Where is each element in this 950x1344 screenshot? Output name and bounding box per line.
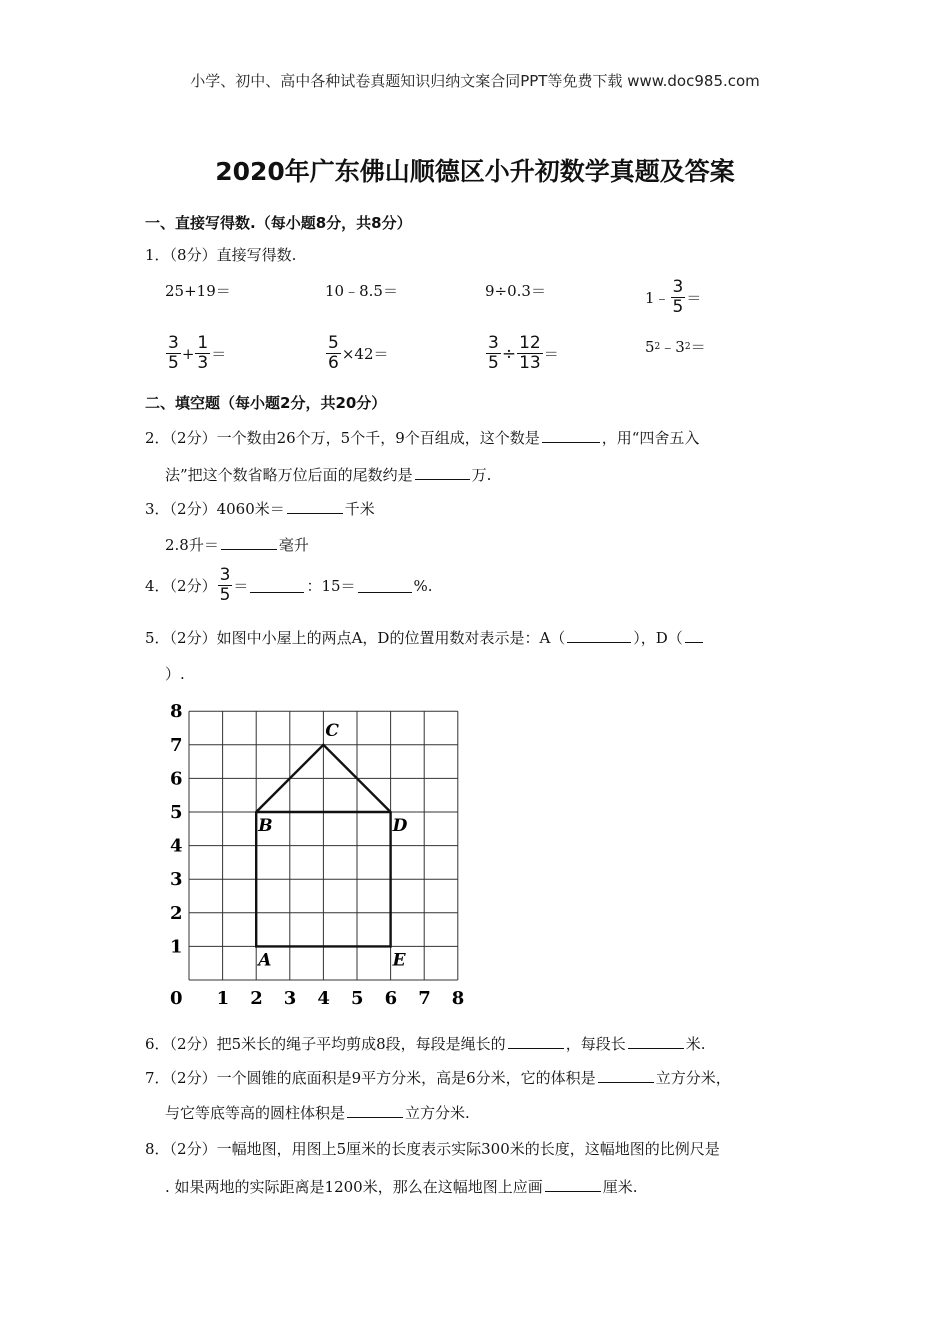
expr-3-text: 9÷0.3＝	[485, 282, 546, 300]
coordinate-grid-figure	[160, 690, 480, 1020]
expr-1-text: 25+19＝	[165, 282, 231, 300]
q2-text-c: 法”把这个数省略万位后面的尾数约是	[165, 466, 413, 484]
answer-blank[interactable]	[508, 1034, 564, 1049]
expr-8-tail: ＝	[690, 338, 706, 356]
x-tick-label: 1	[216, 988, 230, 1009]
question-8-line-1: 8．（2分）一幅地图，用图上5厘米的长度表示实际300米的长度，这幅地图的比例尺是	[145, 1140, 720, 1158]
expr-2-text: 10﹣8.5＝	[325, 282, 398, 300]
answer-blank[interactable]	[287, 499, 343, 514]
fraction-denominator: 5	[219, 585, 231, 605]
fraction-numerator: 3	[488, 333, 499, 353]
watermark-header: 小学、初中、高中各种试卷真题知识归纳文案合同PPT等免费下载 www.doc985.com	[190, 72, 760, 90]
question-3-line-2	[165, 534, 309, 556]
expr-7	[485, 334, 559, 373]
fraction-denominator: 5	[672, 297, 684, 317]
q5-text-a: 5．（2分）如图中小屋上的两点A，D的位置用数对表示是：A（	[145, 629, 566, 647]
y-tick-label: 2	[170, 902, 183, 924]
question-5-line-1	[145, 627, 705, 649]
answer-blank[interactable]	[221, 535, 277, 550]
origin-label: 0	[170, 988, 183, 1009]
q7-text-b: 立方分米，	[655, 1069, 731, 1087]
expr-2	[325, 280, 398, 301]
answer-blank[interactable]	[358, 578, 412, 593]
expr-5-op: +	[181, 344, 195, 363]
q3-text-a: 3．（2分）4060米＝	[145, 500, 285, 518]
expr-5-fraction-b	[195, 334, 210, 373]
fraction-numerator: 3	[672, 277, 684, 297]
fraction-numerator: 5	[328, 333, 339, 353]
fraction-denominator: 5	[488, 353, 499, 373]
axis-labels	[170, 701, 464, 1009]
x-tick-label: 4	[317, 988, 330, 1009]
fraction-denominator: 13	[519, 353, 541, 373]
x-tick-label: 2	[250, 988, 263, 1009]
x-tick-label: 5	[351, 988, 364, 1009]
answer-blank[interactable]	[250, 578, 304, 593]
question-5-line-2: ）.	[165, 665, 185, 683]
q7-text-c: 与它等底等高的圆柱体积是	[165, 1104, 346, 1122]
expr-7-fraction-b	[517, 334, 543, 373]
expr-5-tail: ＝	[211, 345, 227, 363]
question-2-line-1	[145, 427, 699, 449]
question-1-prefix: 1．（8分）直接写得数.	[145, 246, 297, 264]
grid-lines	[189, 711, 458, 980]
q6-text-c: 米.	[685, 1035, 706, 1053]
y-tick-label: 3	[170, 869, 183, 891]
x-tick-label: 7	[418, 988, 431, 1009]
q8-text-b: . 如果两地的实际距离是1200米，那么在这幅地图上应画	[165, 1178, 543, 1196]
fraction-numerator: 12	[519, 333, 541, 353]
question-4	[145, 566, 433, 605]
point-label-e: E	[392, 950, 406, 971]
fraction-numerator: 1	[197, 333, 209, 353]
q8-text-c: 厘米.	[602, 1178, 638, 1196]
q4-prefix: 4．（2分）	[145, 576, 217, 595]
section-2-heading: 二、填空题（每小题2分，共20分）	[145, 394, 387, 412]
answer-blank[interactable]	[567, 628, 631, 643]
x-tick-label: 3	[283, 988, 297, 1009]
answer-blank[interactable]	[542, 428, 600, 443]
y-tick-label: 1	[170, 936, 183, 958]
question-2-line-2	[165, 464, 491, 486]
fraction-denominator: 5	[168, 353, 179, 373]
expr-4-tail: ＝	[686, 289, 702, 307]
answer-blank[interactable]	[685, 628, 703, 643]
expr-1	[165, 280, 231, 301]
expr-6-tail: ×42＝	[341, 345, 389, 363]
y-tick-label: 6	[170, 768, 183, 790]
q4-mid-2: ：15＝	[306, 576, 356, 595]
x-tick-label: 6	[384, 988, 398, 1009]
expr-4	[645, 278, 701, 317]
question-3-line-1	[145, 498, 375, 520]
q3-text-d: 毫升	[278, 536, 309, 554]
expr-5-fraction-a	[166, 334, 181, 373]
answer-blank[interactable]	[598, 1068, 654, 1083]
fraction-denominator: 6	[328, 353, 339, 373]
fraction-numerator: 3	[168, 333, 179, 353]
q3-text-c: 2.8升＝	[165, 536, 219, 554]
expr-8-base: 5	[645, 337, 655, 356]
q4-fraction	[218, 566, 233, 605]
answer-blank[interactable]	[347, 1103, 403, 1118]
expr-5	[165, 334, 226, 373]
answer-blank[interactable]	[415, 465, 470, 480]
question-6	[145, 1033, 705, 1055]
question-7-line-2	[165, 1102, 470, 1124]
q2-text-b: ，用“四舍五入	[601, 429, 700, 447]
q6-text-a: 6．（2分）把5米长的绳子平均剪成8段，每段是绳长的	[145, 1035, 506, 1053]
point-label-b: B	[258, 816, 273, 836]
q3-text-b: 千米	[344, 500, 375, 518]
fraction-denominator: 3	[197, 353, 209, 373]
expr-8	[645, 336, 706, 357]
q6-text-b: ，每段长	[565, 1035, 626, 1053]
expr-7-tail: ＝	[543, 345, 559, 363]
q7-text-d: 立方分米.	[405, 1104, 470, 1122]
q2-text-a: 2．（2分）一个数由26个万，5个千，9个百组成，这个数是	[145, 429, 540, 447]
q4-tail: %.	[413, 576, 433, 595]
expr-6	[325, 334, 388, 373]
x-tick-label: 8	[451, 988, 465, 1009]
y-tick-label: 5	[170, 802, 183, 823]
answer-blank[interactable]	[545, 1177, 601, 1192]
y-tick-label: 7	[170, 734, 183, 756]
answer-blank[interactable]	[628, 1034, 684, 1049]
question-8-line-2	[165, 1176, 638, 1198]
question-7-line-1	[145, 1067, 731, 1089]
point-label-d: D	[392, 816, 408, 836]
q2-text-d: 万.	[471, 466, 492, 484]
expr-8-exp1: 2	[654, 341, 661, 352]
section-1-heading: 一、直接写得数.（每小题8分，共8分）	[145, 214, 412, 232]
q4-mid-1: ＝	[233, 576, 249, 595]
page-title: 2020年广东佛山顺德区小升初数学真题及答案	[215, 157, 735, 186]
expr-8-mid: ﹣3	[660, 338, 685, 356]
expr-7-fraction-a	[486, 334, 501, 373]
y-tick-label: 4	[170, 835, 183, 857]
q7-text-a: 7．（2分）一个圆锥的底面积是9平方分米，高是6分米，它的体积是	[145, 1069, 596, 1087]
fraction-numerator: 3	[219, 565, 231, 585]
expr-8-exp2: 2	[684, 341, 691, 352]
expr-4-lead: 1﹣	[645, 289, 670, 307]
q5-text-b: ），D（	[633, 629, 683, 647]
y-tick-label: 8	[170, 701, 183, 723]
expr-3	[485, 280, 546, 301]
expr-4-fraction	[671, 278, 686, 317]
point-label-a: A	[258, 950, 272, 971]
point-label-c: C	[325, 720, 339, 741]
expr-7-op: ÷	[501, 343, 517, 364]
expr-6-fraction	[326, 334, 341, 373]
